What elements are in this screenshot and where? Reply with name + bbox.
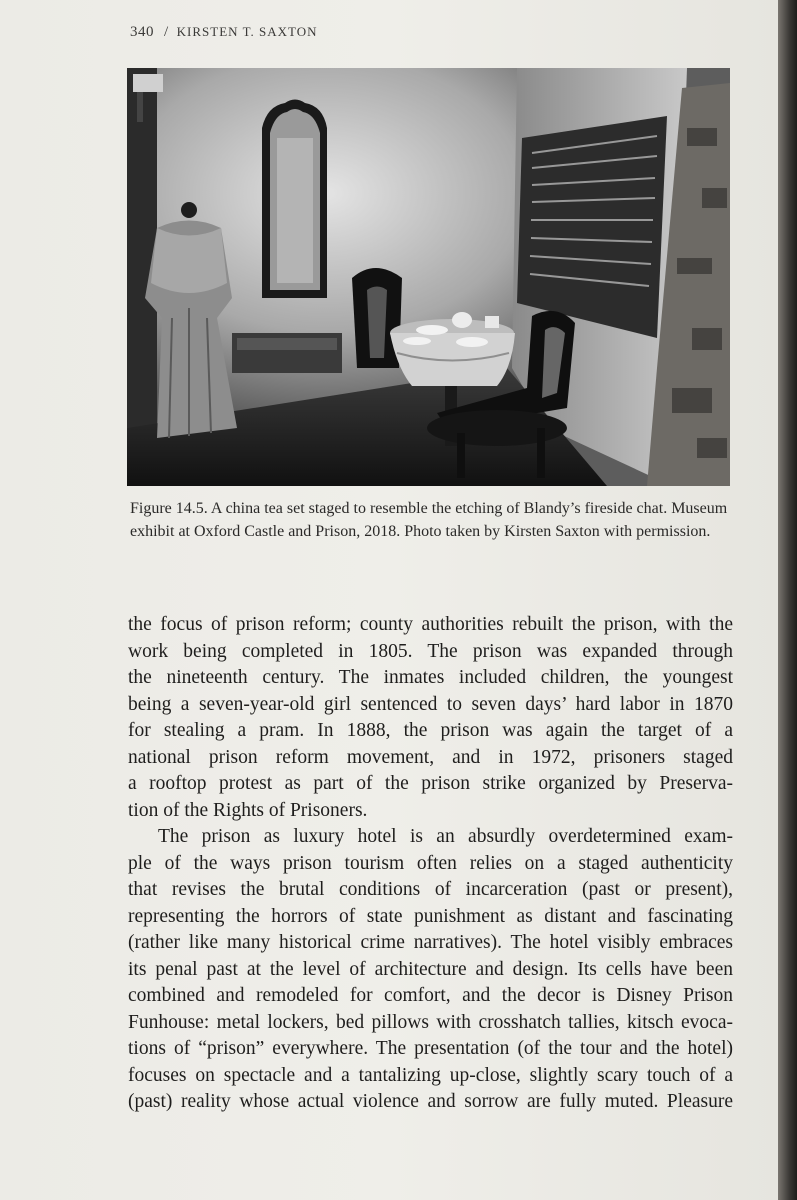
text-line: (rather like many historical crime narratives). The hotel visibly embraces bbox=[128, 932, 733, 953]
page-edge-shadow bbox=[778, 0, 797, 1200]
paragraph-2 bbox=[128, 824, 733, 1116]
running-head bbox=[130, 24, 318, 41]
text-line: for stealing a pram. In 1888, the prison was again the target of a bbox=[128, 720, 733, 741]
text-line: (past) reality whose actual violence and sorrow are fully muted. Pleasure bbox=[128, 1091, 733, 1112]
paragraph-1 bbox=[128, 612, 733, 824]
text-line: work being completed in 1805. The prison was expanded through bbox=[128, 640, 733, 662]
text-line: a rooftop protest as part of the prison strike organized by Preserva- bbox=[128, 773, 733, 794]
page-number: 340 bbox=[130, 24, 154, 40]
text-line: the nineteenth century. The inmates included children, the youngest bbox=[128, 667, 733, 688]
text-line: tions of “prison” everywhere. The presentation (of the tour and the hotel) bbox=[128, 1038, 733, 1059]
running-head-author: KIRSTEN T. SAXTON bbox=[176, 24, 318, 39]
text-line: representing the horrors of state punishment as distant and fascinating bbox=[128, 905, 733, 927]
text-line: The prison as luxury hotel is an absurdly overdetermined exam- bbox=[158, 826, 733, 847]
text-line: Funhouse: metal lockers, bed pillows with crosshatch tallies, kitsch evoca- bbox=[128, 1011, 733, 1033]
text-line: combined and remodeled for comfort, and the decor is Disney Prison bbox=[128, 985, 733, 1006]
body-text bbox=[128, 612, 733, 1116]
text-line: focuses on spectacle and a tantalizing up-close, slightly scary touch of a bbox=[128, 1064, 733, 1086]
figure-caption: Figure 14.5. A china tea set staged to resemble the etching of Blandy’s fireside chat. Museum exhibit at Oxford Castle and Prison, 2018. Photo taken by Kirsten Saxton with permission. bbox=[130, 500, 728, 540]
text-line: national prison reform movement, and in 1972, prisoners staged bbox=[128, 746, 733, 768]
museum-exhibit-photo bbox=[127, 68, 730, 486]
header-separator: / bbox=[164, 24, 169, 40]
text-line: the focus of prison reform; county authorities rebuilt the prison, with the bbox=[128, 614, 733, 635]
text-line: tion of the Rights of Prisoners. bbox=[128, 799, 368, 821]
text-line: its penal past at the level of architecture and design. Its cells have been bbox=[128, 958, 733, 980]
text-line: being a seven-year-old girl sentenced to seven days’ hard labor in 1870 bbox=[128, 693, 733, 715]
text-line: ple of the ways prison tourism often relies on a staged authenticity bbox=[128, 852, 733, 874]
text-line: that revises the brutal conditions of incarceration (past or present), bbox=[128, 879, 733, 900]
figure-photo bbox=[127, 68, 730, 486]
